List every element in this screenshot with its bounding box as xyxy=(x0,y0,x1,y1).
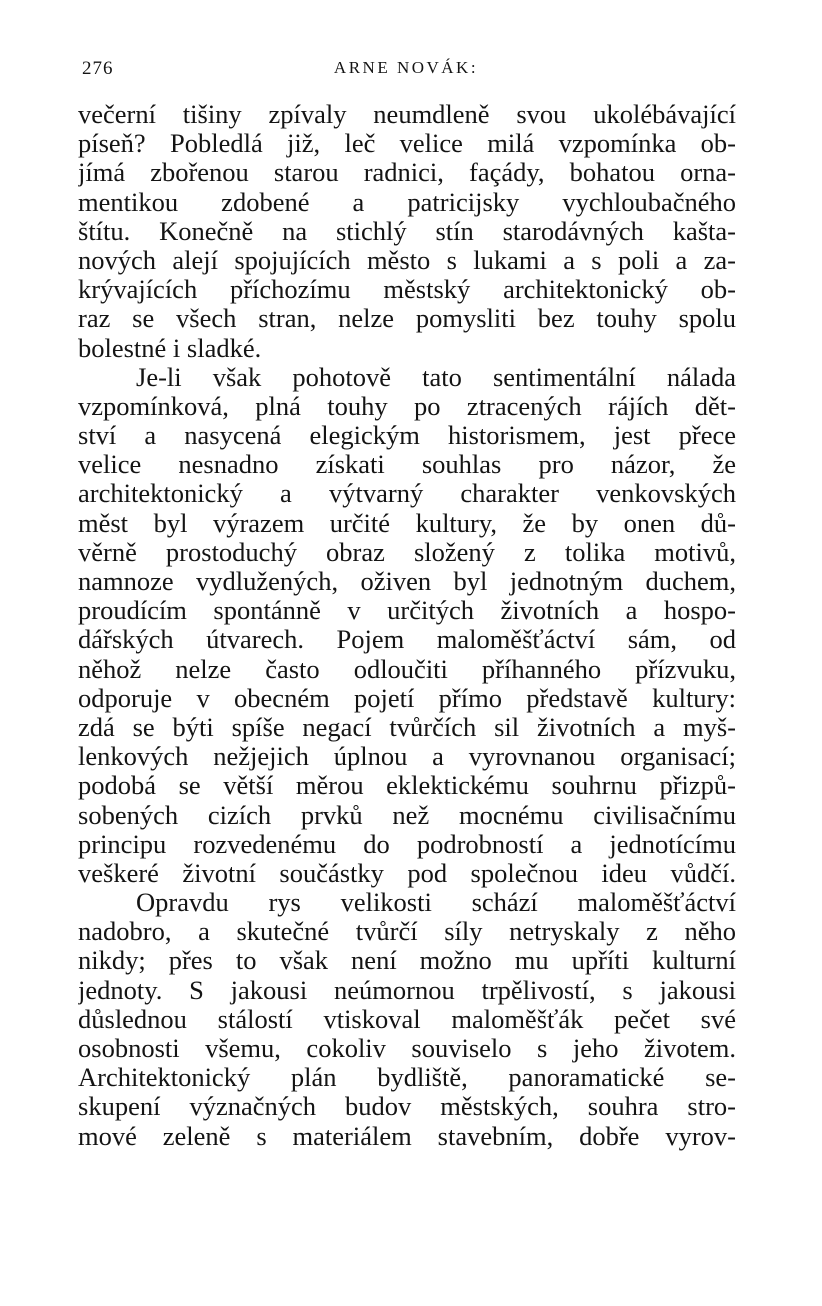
text-line: podobá se větší měrou eklektickému souhrnu přizpů- xyxy=(78,771,736,801)
text-line: proudícím spontánně v určitých životních a hospo- xyxy=(78,596,736,626)
text-line: lenkových nežjejich úplnou a vyrovnanou organisací; xyxy=(78,742,736,772)
text-line: mové zeleně s materiálem stavebním, dobře vyrov- xyxy=(78,1121,736,1151)
text-line: sobených cizích prvků než mocnému civilisačnímu xyxy=(78,800,736,830)
paragraph-end-line: veškeré životní součástky pod společnou ideu vůdčí. xyxy=(78,858,736,888)
text-line: měst byl výrazem určité kultury, že by onen dů- xyxy=(78,508,736,538)
text-line: něhož nelze často odloučiti příhanného přízvuku, xyxy=(78,654,736,684)
text-line: důslednou stálostí vtiskoval maloměšťák pečet své xyxy=(78,1004,736,1034)
running-title: ARNE NOVÁK: xyxy=(333,58,479,77)
text-line: mentikou zdobené a patricijsky vychloubačného xyxy=(78,187,736,217)
text-line: štítu. Konečně na stichlý stín starodávných kašta- xyxy=(78,216,736,246)
text-line: Architektonický plán bydliště, panoramatické se- xyxy=(78,1063,736,1093)
text-line: ství a nasycená elegickým historismem, jest přece xyxy=(78,421,736,451)
text-line: velice nesnadno získati souhlas pro názor, že xyxy=(78,450,736,480)
text-line: dářských útvarech. Pojem maloměšťáctví sám, od xyxy=(78,625,736,655)
text-line: píseň? Pobledlá již, leč velice milá vzpomínka ob- xyxy=(78,129,736,159)
text-line: raz se všech stran, nelze pomysliti bez touhy spolu xyxy=(78,304,736,334)
text-line: skupení význačných budov městských, souhra stro- xyxy=(78,1092,736,1122)
text-line: principu rozvedenému do podrobností a jednotícímu xyxy=(78,829,736,859)
text-line: osobnosti všemu, cokoliv souviselo s jeho životem. xyxy=(78,1034,736,1063)
text-line: věrně prostoduchý obraz složený z tolika motivů, xyxy=(78,537,736,567)
text-line: večerní tišiny zpívaly neumdleně svou ukolébávající xyxy=(78,100,736,129)
paragraph-start-line: Je-li však pohotově tato sentimentální nálada xyxy=(136,362,736,392)
text-line: architektonický a výtvarný charakter venkovských xyxy=(78,479,736,509)
text-line: namnoze vydlužených, oživen byl jednotným duchem, xyxy=(78,567,736,596)
text-line: vzpomínková, plná touhy po ztracených rájích dět- xyxy=(78,391,736,421)
text-line: odporuje v obecném pojetí přímo představě kultury: xyxy=(78,683,736,713)
text-line: nových alejí spojujících město s lukami a s poli a za- xyxy=(78,245,736,275)
page-number: 276 xyxy=(82,58,114,79)
running-head xyxy=(78,58,734,88)
text-line: krývajících příchozímu městský architektonický ob- xyxy=(78,275,736,305)
text-line: jímá zbořenou starou radnici, façády, bohatou orna- xyxy=(78,158,736,188)
paragraph-end-line: bolestné i sladké. xyxy=(78,333,262,363)
paragraph-start-line: Opravdu rys velikosti schází maloměšťáctví xyxy=(136,888,736,918)
text-line: jednoty. S jakousi neúmornou trpělivostí, s jakousi xyxy=(78,975,736,1005)
text-body xyxy=(78,100,736,1151)
text-line: zdá se býti spíše negací tvůrčích sil životních a myš- xyxy=(78,712,736,742)
text-line: nikdy; přes to však není možno mu upříti kulturní xyxy=(78,946,736,976)
text-line: nadobro, a skutečné tvůrčí síly netryskaly z něho xyxy=(78,917,736,947)
